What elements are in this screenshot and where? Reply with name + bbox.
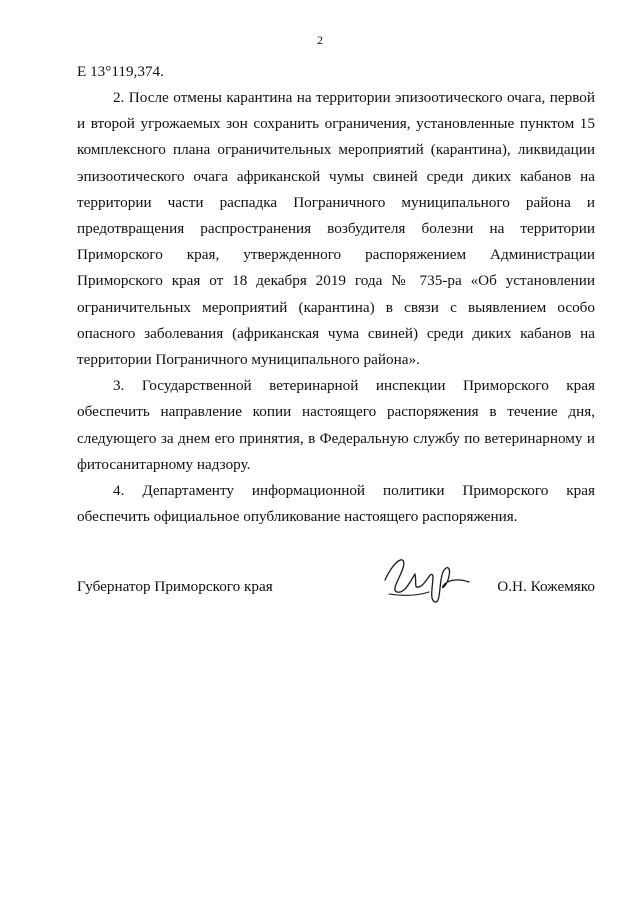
- signature-block: [77, 568, 595, 618]
- handwritten-signature-icon: [377, 550, 472, 612]
- page-number: 2: [317, 33, 323, 47]
- document-body: [77, 85, 595, 530]
- paragraph-4: 4. Департаменту информационной политики Приморского края обеспечить официальное опубликование настоящего распоряжения.: [77, 482, 595, 526]
- paragraph-2: 2. После отмены карантина на территории эпизоотического очага, первой и второй угрожаемых зон сохранить ограничения, установленные пунктом 15 комплексного плана ограничительных мероприятий (карантина), ликвидации эпизоотического очага африканской чумы свиней среди диких кабанов на территории части распадка Пограничного муниципального района и предотвращения распространения возбудителя болезни на территории Приморского края, утвержденного распоряжением Администрации Приморского края от 18 декабря 2019 года № 735-ра «Об установлении ограничительных мероприятий (карантина) в связи с выявлением особо опасного заболевания (африканская чума свиней) среди диких кабанов на территории Пограничного муниципального района».: [77, 89, 595, 369]
- paragraph-3: 3. Государственной ветеринарной инспекции Приморского края обеспечить направление копии настоящего распоряжения в течение дня, следующего за днем его принятия, в Федеральную службу по ветеринарному и фитосанитарному надзору.: [77, 377, 595, 473]
- coordinates-line: Е 13°119,374.: [77, 63, 164, 80]
- signatory-name: О.Н. Кожемяко: [497, 578, 595, 595]
- signatory-position: Губернатор Приморского края: [77, 578, 273, 595]
